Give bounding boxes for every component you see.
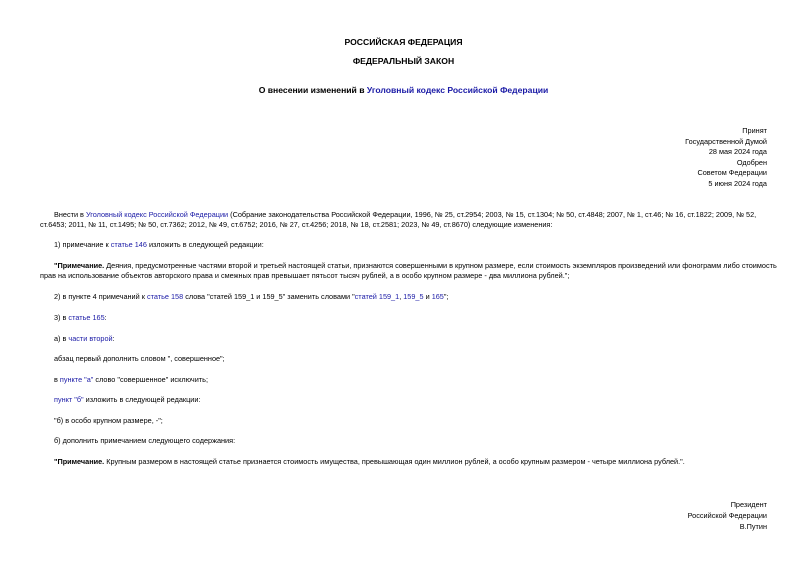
signature-name: В.Путин	[739, 522, 767, 531]
item-3	[54, 313, 770, 323]
approved-date: 5 июня 2024 года	[708, 178, 767, 188]
note-1-line1	[54, 261, 777, 271]
item-2-before: 2) в пункте 4 примечаний к	[54, 292, 147, 301]
item-2	[54, 292, 770, 302]
article-165-link[interactable]: статье 165	[68, 313, 105, 322]
adopted-by: Государственной Думой	[685, 136, 767, 146]
item-3a	[54, 334, 770, 344]
punkt-b-paragraph	[54, 395, 770, 405]
article-146-link[interactable]: статье 146	[110, 240, 147, 249]
part-two-link[interactable]: части второй	[68, 334, 113, 343]
signature-country: Российской Федерации	[687, 511, 767, 520]
signature-title: Президент	[730, 500, 767, 509]
intro-after: (Собрание законодательства Российской Федерации, 1996, № 25, ст.2954; 2003, № 15, ст.1304; № 50, ст.4848; 2007, № 1, ст.46; № 16, ст.1822; 2009, № 52,	[228, 210, 757, 219]
item-1-before: 1) примечание к	[54, 240, 111, 249]
note-2	[54, 457, 770, 467]
punkt-a-link[interactable]: пункте "а"	[59, 375, 94, 384]
item-1-after: изложить в следующей редакции:	[146, 240, 264, 249]
punkt-a-paragraph	[54, 375, 770, 385]
item-2-sep1: ,	[399, 292, 404, 301]
signature-block	[688, 499, 767, 532]
item-3-after: :	[104, 313, 107, 322]
country-heading: РОССИЙСКАЯ ФЕДЕРАЦИЯ	[344, 37, 463, 47]
note-2-label: "Примечание.	[54, 457, 105, 466]
note-1-line2: прав на использование объектов авторского права и смежных прав превышает пятьсот тысяч рублей, а в особо крупном размере - два миллиона рублей.";	[40, 271, 570, 280]
article-165-link-inline[interactable]: 165	[431, 292, 444, 301]
item-3-before: 3) в	[54, 313, 69, 322]
punkt-a-after: слово "совершенное" исключить;	[93, 375, 208, 384]
adoption-block	[685, 126, 767, 189]
article-159-5-link[interactable]: 159_5	[403, 292, 424, 301]
law-title	[0, 85, 807, 96]
abzac-paragraph: абзац первый дополнить словом ", совершенное";	[54, 354, 225, 363]
item-3a-after: :	[112, 334, 115, 343]
item-2-sep2: и	[423, 292, 432, 301]
item-1	[54, 240, 770, 250]
punkt-b-link[interactable]: пункт "б"	[54, 395, 84, 404]
item-2-after: ";	[443, 292, 449, 301]
note-2-text: Крупным размером в настоящей статье признается стоимость имущества, превышающая один миллион рублей, а особо крупным размером - четыре миллиона рублей.".	[104, 457, 685, 466]
adopted-date: 28 мая 2024 года	[708, 147, 767, 156]
item-3a-before: а) в	[54, 334, 69, 343]
criminal-code-title-link[interactable]: Уголовный кодекс Российской Федерации	[366, 85, 549, 95]
note-1-text: Деяния, предусмотренные частями второй и третьей настоящей статьи, признаются совершенными в крупном размере, если стоимость экземпляров произведений или фонограмм либо стоимость	[104, 261, 777, 270]
item-2-middle: слова "статей 159_1 и 159_5" заменить словами "	[183, 292, 355, 301]
punkt-a-before: в	[54, 375, 60, 384]
intro-paragraph-line1	[54, 210, 770, 220]
intro-before: Внести в	[54, 210, 86, 219]
article-158-link[interactable]: статье 158	[146, 292, 184, 301]
law-title-prefix: О внесении изменений в	[258, 85, 367, 95]
criminal-code-link[interactable]: Уголовный кодекс Российской Федерации	[85, 210, 229, 219]
intro-paragraph-line2: ст.6453; 2011, № 11, ст.1495; № 50, ст.7362; 2012, № 49, ст.6752; 2016, № 27, ст.4256; 2018, № 18, ст.2581; 2023, № 49, ст.8670) следующие изменения:	[40, 220, 553, 229]
item-3b: б) дополнить примечанием следующего содержания:	[54, 436, 236, 445]
punkt-b-text: "б) в особо крупном размере, -";	[54, 416, 163, 425]
articles-159-1-link[interactable]: статей 159_1	[354, 292, 400, 301]
approved-by: Советом Федерации	[697, 168, 767, 177]
approved-label: Одобрен	[736, 157, 767, 167]
note-1-label: "Примечание.	[54, 261, 105, 270]
punkt-b-after: изложить в следующей редакции:	[83, 395, 201, 404]
adopted-label: Принят	[742, 126, 767, 135]
law-type-heading: ФЕДЕРАЛЬНЫЙ ЗАКОН	[352, 56, 455, 66]
